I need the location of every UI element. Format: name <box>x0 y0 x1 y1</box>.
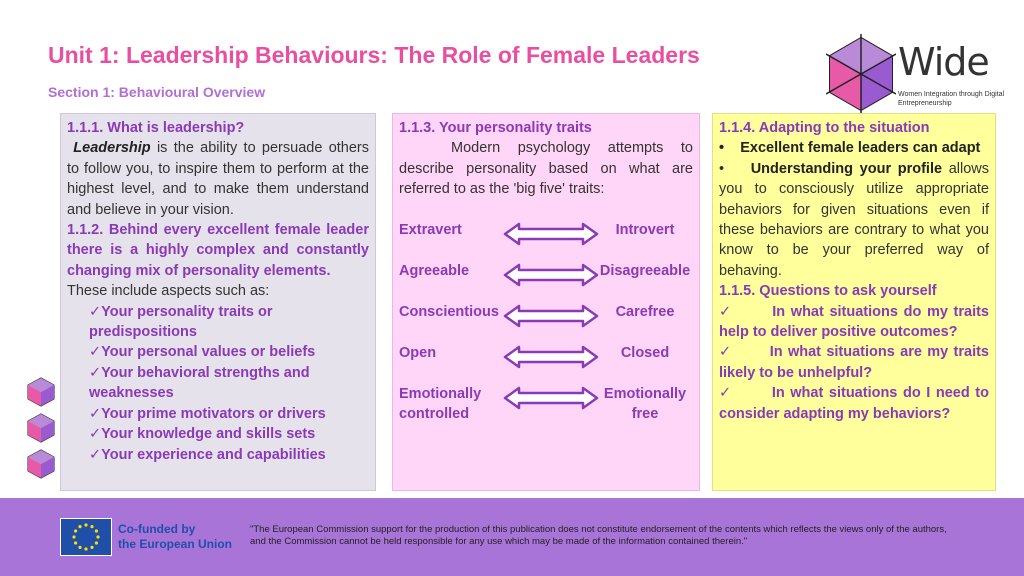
trait-right: Closed <box>620 345 670 361</box>
checkmark-icon: ✓ <box>719 303 773 320</box>
checkmark-icon: ✓ <box>89 405 102 422</box>
list-item: ✓Your personal values or beliefs <box>89 344 316 361</box>
panel1-subheading: 1.1.2. Behind every excellent female leader there is a highly complex and constantly changing mix of personality elements. <box>67 222 369 279</box>
double-arrow-icon <box>503 386 599 410</box>
leadership-definition-text: is the ability to persuade others to follow you, to inspire them to perform at the highest level, and to make them understand and believe in your vision. <box>67 140 369 218</box>
trait-left: Extravert <box>399 222 462 238</box>
trait-row <box>399 384 695 424</box>
trait-left: Emotionally controlled <box>399 386 482 422</box>
traits-description: Modern psychology attempts to describe personality based on what are referred to as the 'big five' traits: <box>399 140 693 198</box>
checkmark-icon: ✓ <box>89 303 102 320</box>
wide-logo <box>826 34 1006 114</box>
question-item: ✓ In what situations do I need to consider adapting my behaviors? <box>719 385 989 422</box>
questions-heading: 1.1.5. Questions to ask yourself <box>719 283 937 300</box>
section-subtitle: Section 1: Behavioural Overview <box>48 84 266 100</box>
cube-decoration-icon <box>26 412 56 444</box>
double-arrow-icon <box>503 263 599 287</box>
checkmark-icon: ✓ <box>89 364 102 381</box>
bullet-icon: • <box>719 160 751 177</box>
question-item: ✓ In what situations do my traits help to deliver positive outcomes? <box>719 303 989 341</box>
trait-left: Open <box>399 345 437 361</box>
trait-right: Carefree <box>615 304 675 320</box>
checkmark-icon: ✓ <box>719 344 770 361</box>
trait-row <box>399 302 695 342</box>
page-title: Unit 1: Leadership Behaviours: The Role of Female Leaders <box>48 42 700 68</box>
list-item: ✓Your behavioral strengths and weaknesses <box>89 364 310 402</box>
footer-bar <box>0 498 1024 576</box>
double-arrow-icon <box>503 304 599 328</box>
trait-left: Agreeable <box>399 263 470 279</box>
trait-right: Disagreeable <box>599 263 691 279</box>
eu-flag-icon <box>60 518 112 556</box>
leadership-term: Leadership <box>73 140 151 157</box>
trait-row <box>399 343 695 383</box>
cofunded-label: Co-funded by the European Union <box>118 522 232 551</box>
aspects-intro: These include aspects such as: <box>67 283 270 300</box>
list-item: ✓Your personality traits or predispositions <box>89 303 273 341</box>
trait-row <box>399 261 695 301</box>
double-arrow-icon <box>503 345 599 369</box>
trait-left: Conscientious <box>399 304 499 320</box>
disclaimer-text: "The European Commission support for the production of this publication does not constitute endorsement of the contents which reflects the views only of the authors, and the Commission cannot be held responsible for any use which may be made of the information contained therein." <box>250 524 947 547</box>
list-item: ✓Your experience and capabilities <box>89 446 326 463</box>
list-item: ✓Your prime motivators or drivers <box>89 405 326 422</box>
list-item: ✓Your knowledge and skills sets <box>89 426 316 443</box>
leadership-definition <box>67 138 369 220</box>
trait-row <box>399 220 695 260</box>
trait-right: Introvert <box>615 222 675 238</box>
bullet-adapt: • Excellent female leaders can adapt <box>719 140 981 157</box>
panel1-heading: 1.1.1. What is leadership? <box>67 120 245 136</box>
logo-wordmark: Wide <box>898 40 989 84</box>
double-arrow-icon <box>503 222 599 246</box>
trait-right: Emotionally free <box>603 386 687 422</box>
personality-traits-panel <box>392 113 700 491</box>
cube-decoration-icon <box>26 448 56 480</box>
bullet-profile: • Understanding your profile allows you to consciously utilize appropriate behaviors for given situations even if these behaviors are contrary to what you know to be your preferred way of behaving. <box>719 160 989 279</box>
logo-tagline: Women Integration through Digital Entrepreneurship <box>898 91 1005 107</box>
panel2-heading: 1.1.3. Your personality traits <box>399 120 592 136</box>
hexagon-cube-icon <box>826 34 896 114</box>
bullet-icon: • <box>719 140 741 157</box>
checkmark-icon: ✓ <box>89 344 102 361</box>
cube-decoration-icon <box>26 376 56 408</box>
leadership-panel <box>60 113 376 491</box>
checkmark-icon: ✓ <box>719 385 772 402</box>
adapting-panel <box>712 113 996 491</box>
checkmark-icon: ✓ <box>89 446 102 463</box>
question-item: ✓ In what situations are my traits likely to be unhelpful? <box>719 344 989 381</box>
panel3-heading: 1.1.4. Adapting to the situation <box>719 120 930 136</box>
checkmark-icon: ✓ <box>89 426 102 443</box>
